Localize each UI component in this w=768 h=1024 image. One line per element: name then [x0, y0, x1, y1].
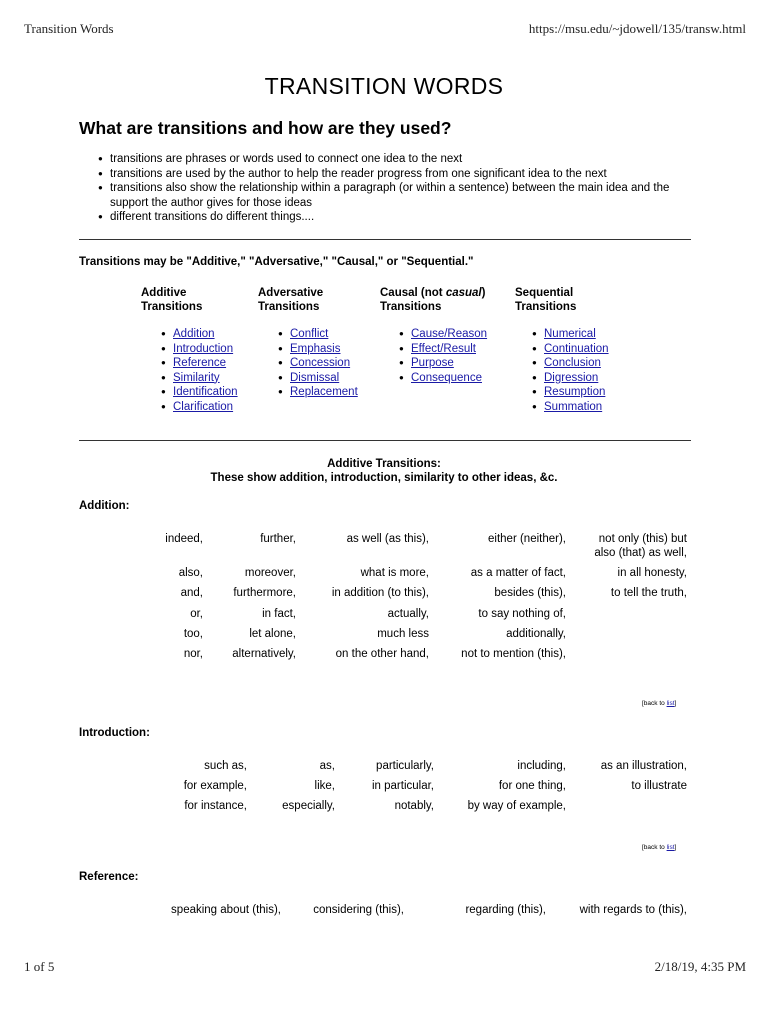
- list-item: [532, 385, 609, 400]
- print-header: [24, 21, 746, 37]
- table-cell: with regards to (this),: [579, 904, 687, 916]
- table-cell: particularly,: [376, 760, 434, 772]
- link-concession[interactable]: Concession: [290, 357, 351, 369]
- link-continuation[interactable]: Continuation: [544, 342, 609, 355]
- section-title: Additive Transitions:: [327, 458, 441, 470]
- category-list: [532, 327, 609, 414]
- table-cell: either (neither),: [488, 533, 566, 545]
- link-dismissal[interactable]: Dismissal: [290, 371, 340, 384]
- list-item: [161, 342, 238, 357]
- link-replacement[interactable]: Replacement: [290, 386, 358, 398]
- table-cell: besides (this),: [494, 587, 566, 599]
- intro-item: ● different transitions do different things....: [98, 210, 698, 225]
- category-sequential: [512, 286, 609, 414]
- category-heading: Sequential Transitions: [515, 287, 577, 313]
- link-addition[interactable]: Addition: [173, 328, 215, 340]
- print-header-title: Transition Words: [24, 21, 114, 36]
- table-cell: furthermore,: [233, 587, 296, 599]
- table-cell: too,: [183, 628, 203, 640]
- category-causal: [380, 286, 487, 385]
- print-datetime: 2/18/19, 4:35 PM: [654, 959, 746, 974]
- table-cell: like,: [314, 780, 335, 792]
- table-cell: additionally,: [506, 628, 566, 640]
- table-cell: especially,: [282, 800, 335, 812]
- table-cell: to tell the truth,: [610, 587, 687, 599]
- list-item: [399, 327, 487, 342]
- table-cell: notably,: [394, 800, 434, 812]
- category-heading: Additive Transitions: [141, 287, 203, 313]
- table-cell: not only (this) but also (that) as well,: [594, 533, 687, 559]
- transition-types-line: Transitions may be "Additive," "Adversative," "Causal," or "Sequential.": [79, 256, 474, 268]
- table-cell: moreover,: [244, 567, 296, 579]
- table-cell: or,: [190, 608, 203, 620]
- table-cell: for one thing,: [498, 780, 566, 792]
- intro-item: ● transitions are phrases or words used to connect one idea to the next: [98, 152, 698, 167]
- back-to-list-link[interactable]: list: [666, 844, 675, 851]
- table-cell: indeed,: [165, 533, 203, 545]
- table-cell: in fact,: [262, 608, 296, 620]
- table-cell: and,: [180, 587, 203, 599]
- back-to-list: [back to list]: [642, 700, 677, 707]
- link-numerical[interactable]: Numerical: [544, 328, 596, 340]
- addition-label: Addition:: [79, 500, 130, 512]
- list-item: [161, 356, 238, 371]
- table-cell: let alone,: [249, 628, 296, 640]
- category-list: [278, 327, 358, 400]
- intro-list: [98, 152, 698, 225]
- introduction-label: Introduction:: [79, 727, 150, 739]
- table-cell: also,: [178, 567, 203, 579]
- table-cell: what is more,: [360, 567, 429, 579]
- link-emphasis[interactable]: Emphasis: [290, 342, 341, 355]
- link-cause-reason[interactable]: Cause/Reason: [411, 328, 488, 340]
- list-item: [161, 327, 238, 342]
- link-resumption[interactable]: Resumption: [544, 386, 606, 398]
- back-to-list: [back to list]: [642, 844, 677, 851]
- page-title: TRANSITION WORDS: [264, 73, 504, 99]
- table-cell: speaking about (this),: [171, 904, 281, 916]
- table-cell: by way of example,: [467, 800, 566, 812]
- link-effect-result[interactable]: Effect/Result: [411, 342, 476, 355]
- page-number: 1 of 5: [24, 959, 55, 974]
- table-cell: to illustrate: [631, 780, 687, 792]
- list-item: [278, 327, 358, 342]
- link-consequence[interactable]: Consequence: [411, 371, 482, 384]
- category-list: [399, 327, 487, 385]
- divider: [79, 440, 691, 441]
- table-cell: nor,: [183, 648, 203, 660]
- category-heading: Adversative Transitions: [258, 287, 324, 313]
- list-item: [399, 342, 487, 357]
- list-item: [399, 356, 487, 371]
- list-item: [399, 371, 487, 386]
- table-cell: further,: [260, 533, 296, 545]
- category-heading: Causal (not casual) Transitions: [380, 287, 486, 313]
- page-subtitle: What are transitions and how are they used?: [79, 118, 452, 138]
- table-cell: for example,: [183, 780, 247, 792]
- table-cell: including,: [517, 760, 566, 772]
- list-item: [532, 356, 609, 371]
- link-summation[interactable]: Summation: [544, 400, 603, 413]
- list-item: [161, 385, 238, 400]
- table-cell: such as,: [204, 760, 247, 772]
- table-cell: in all honesty,: [617, 567, 687, 579]
- list-item: [532, 371, 609, 386]
- link-digression[interactable]: Digression: [544, 371, 599, 384]
- table-cell: in addition (to this),: [331, 587, 429, 599]
- reference-label: Reference:: [79, 871, 139, 883]
- table-cell: on the other hand,: [335, 648, 429, 660]
- divider: [79, 239, 691, 240]
- section-subtitle: These show addition, introduction, similarity to other ideas, &c.: [210, 472, 558, 484]
- list-item: [161, 371, 238, 386]
- list-item: [532, 327, 609, 342]
- list-item: [532, 342, 609, 357]
- table-cell: to say nothing of,: [478, 608, 566, 620]
- category-list: [161, 327, 238, 414]
- table-cell: alternatively,: [232, 648, 296, 660]
- link-purpose[interactable]: Purpose: [411, 357, 454, 369]
- category-additive: [141, 286, 238, 414]
- table-cell: for instance,: [184, 800, 247, 812]
- link-introduction[interactable]: Introduction: [173, 342, 234, 355]
- link-reference[interactable]: Reference: [173, 357, 227, 369]
- list-item: [278, 371, 358, 386]
- table-cell: considering (this),: [313, 904, 404, 916]
- table-cell: not to mention (this),: [461, 648, 566, 660]
- link-identification[interactable]: Identification: [173, 386, 238, 398]
- print-footer: [24, 959, 746, 975]
- back-to-list-link[interactable]: list: [666, 700, 675, 707]
- table-cell: much less: [377, 628, 429, 640]
- link-similarity[interactable]: Similarity: [173, 371, 220, 384]
- table-cell: regarding (this),: [465, 904, 546, 916]
- table-cell: as well (as this),: [346, 533, 429, 545]
- category-adversative: [258, 286, 358, 400]
- list-item: [278, 342, 358, 357]
- table-cell: as a matter of fact,: [470, 567, 566, 579]
- table-cell: as,: [319, 760, 335, 772]
- print-header-url: https://msu.edu/~jdowell/135/transw.html: [528, 21, 746, 36]
- list-item: [278, 356, 358, 371]
- intro-item: ● transitions also show the relationship within a paragraph (or within a sentence) between the main idea and the support the author gives for those ideas: [98, 181, 698, 210]
- table-cell: in particular,: [371, 780, 434, 792]
- list-item: [278, 385, 358, 400]
- table-cell: as an illustration,: [600, 760, 687, 772]
- list-item: [161, 400, 238, 415]
- intro-item: ● transitions are used by the author to help the reader progress from one significant idea to the next: [98, 167, 698, 182]
- list-item: [532, 400, 609, 415]
- table-cell: actually,: [387, 608, 429, 620]
- link-clarification[interactable]: Clarification: [173, 400, 234, 413]
- link-conclusion[interactable]: Conclusion: [544, 357, 601, 369]
- link-conflict[interactable]: Conflict: [290, 328, 329, 340]
